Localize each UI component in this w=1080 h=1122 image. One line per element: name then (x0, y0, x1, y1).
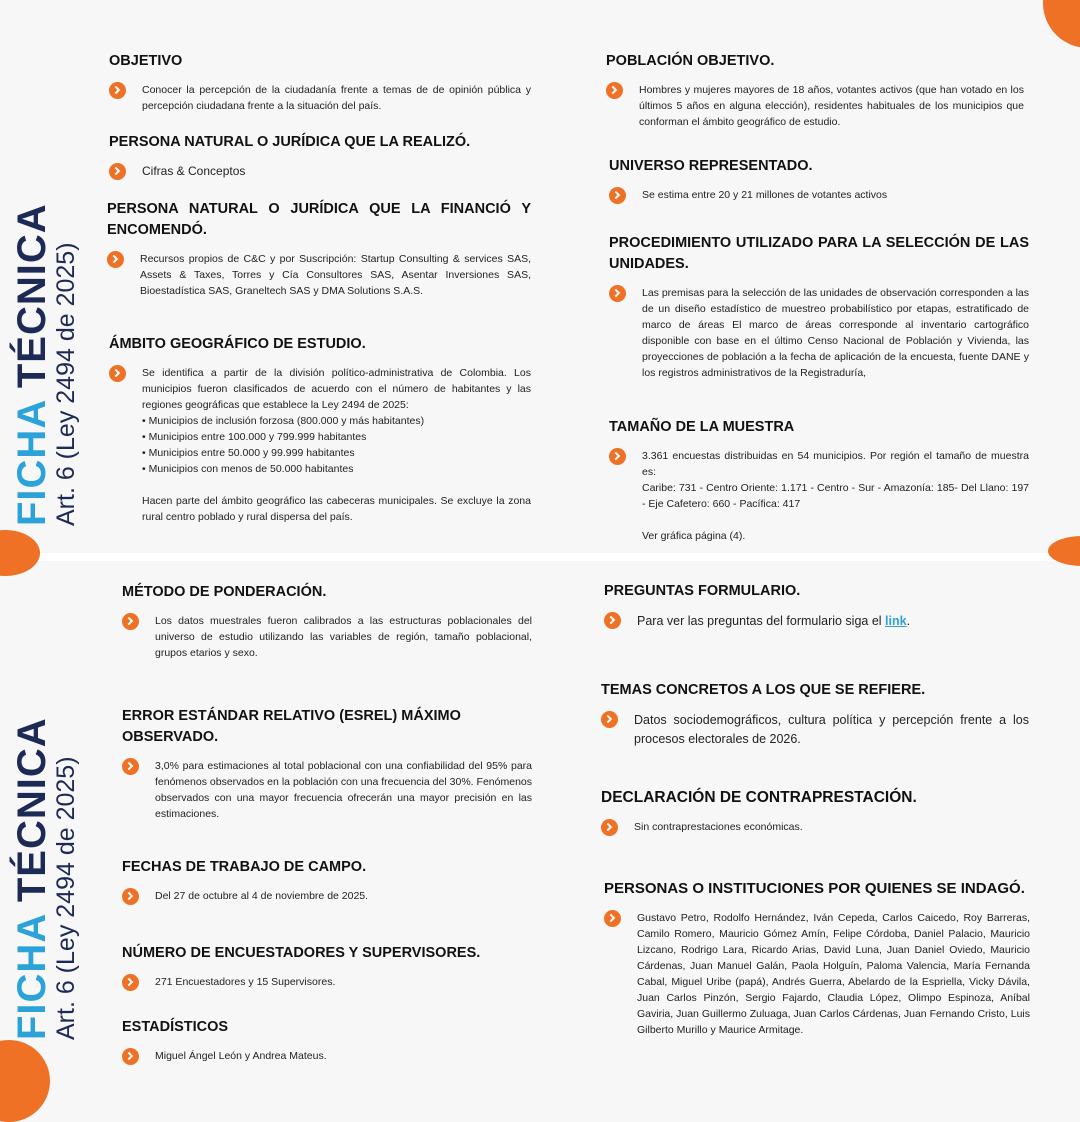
list-item: • Municipios de inclusión forzosa (800.000 y más habitantes) (142, 415, 425, 428)
chevron-right-circle-icon (109, 365, 126, 382)
section-text: Las premisas para la selección de las unidades de observación corresponden a las de un diseño estadístico de muestreo probabilístico por etapas, estratificado de marco de áreas El marco de áreas corresponde al inventario cartográfico disponible con base en el último Censo Nacional de Población y Vivienda, las proyecciones de población a la fecha de aplicación de la encuesta, fuente DANE y los registros administrativos de la Registraduría, (642, 287, 1029, 380)
chevron-right-circle-icon (122, 613, 139, 630)
section-text: Se estima entre 20 y 21 millones de votantes activos (642, 189, 888, 202)
tamano-reference: Ver gráfica página (4). (642, 530, 746, 543)
section-title: PROCEDIMIENTO UTILIZADO PARA LA SELECCIÓN DE LAS UNIDADES. (609, 235, 1029, 273)
chevron-right-circle-icon (109, 163, 126, 180)
chevron-right-circle-icon (601, 819, 618, 836)
title-word-tecnica: TÉCNICA (10, 717, 54, 903)
section-title: TEMAS CONCRETOS A LOS QUE SE REFIERE. (601, 682, 926, 698)
chevron-right-circle-icon (109, 82, 126, 99)
section-title: MÉTODO DE PONDERACIÓN. (122, 584, 327, 600)
decorative-circle-bottom-left (0, 1040, 50, 1122)
section-title: TAMAÑO DE LA MUESTRA (609, 419, 795, 435)
section-text: Los datos muestrales fueron calibrados a las estructuras poblacionales del universo de estudio utilizando las variables de región, tamaño poblacional, grupos etarios y sexo. (155, 615, 532, 660)
chevron-right-circle-icon (601, 711, 618, 728)
section-tamano (609, 417, 1029, 544)
section-title: ÁMBITO GEOGRÁFICO DE ESTUDIO. (109, 336, 366, 352)
section-fechas (122, 857, 532, 904)
section-text: Cifras & Conceptos (142, 164, 246, 179)
section-ambito (109, 334, 531, 525)
section-financio (107, 199, 531, 299)
section-title: OBJETIVO (109, 53, 183, 69)
chevron-right-circle-icon (122, 758, 139, 775)
section-title: UNIVERSO REPRESENTADO. (609, 158, 813, 174)
chevron-right-circle-icon (122, 1048, 139, 1065)
title-word-tecnica: TÉCNICA (10, 203, 54, 389)
ambito-outro: Hacen parte del ámbito geográfico las cabeceras municipales. Se excluye la zona rural centro poblado y rural dispersa del país. (142, 495, 531, 524)
decorative-circle-right-mid (1048, 536, 1080, 566)
section-text: Hombres y mujeres mayores de 18 años, votantes activos (que han votado en los últimos 5 años en alguna elección), residentes habituales de los municipios que conforman el ámbito geográfico de estudio. (639, 84, 1024, 129)
section-title: PREGUNTAS FORMULARIO. (604, 583, 801, 599)
section-encuestadores (122, 943, 532, 990)
list-item: • Municipios entre 100.000 y 799.999 habitantes (142, 431, 367, 444)
list-item: • Municipios entre 50.000 y 99.999 habitantes (142, 447, 355, 460)
vertical-title-top (12, 203, 79, 526)
title-subtitle: Art. 6 (Ley 2494 de 2025) (52, 242, 80, 526)
vertical-title-bottom (12, 717, 79, 1040)
page-divider (0, 553, 1080, 561)
chevron-right-circle-icon (604, 612, 621, 629)
section-procedimiento (609, 233, 1029, 381)
preguntas-text-end: . (906, 614, 911, 629)
section-estadisticos (122, 1017, 532, 1064)
section-text: Gustavo Petro, Rodolfo Hernández, Iván Cepeda, Carlos Caicedo, Roy Barreras, Camilo Romero, Mauricio Gómez Amín, Felipe Córdoba, Daniel Palacio, Mauricio Lizcano, Rodrigo Lara, Ricardo Arias, David Luna, Juan Daniel Oviedo, Mauricio Cárdenas, Juan Manuel Galán, Paola Holguín, Paloma Valencia, María Fernanda Cabal, Miguel Uribe (papá), Andrés Guerra, Abelardo de la Espriella, Vicky Dávila, Juan Carlos Pinzón, Sergio Fajardo, Claudia López, Olimpo Espinoza, Aníbal Gaviria, Juan Guillermo Zuluaga, Juan Carlos Cárdenas, Juan Fernando Cristo, Luis Gilberto Murillo y Maurice Armitage. (637, 911, 1030, 1036)
section-title: DECLARACIÓN DE CONTRAPRESTACIÓN. (601, 789, 917, 806)
section-text: 271 Encuestadores y 15 Supervisores. (155, 976, 336, 989)
chevron-right-circle-icon (122, 974, 139, 991)
section-text: Recursos propios de C&C y por Suscripción: Startup Consulting & services SAS, Assets & Taxes, Torres y Cía Consultores SAS, Asentar Inversiones SAS, Bioestadística SAS, Graneltech SAS y DMA Solutions S.A.S. (140, 253, 531, 298)
title-word-ficha: FICHA (10, 914, 54, 1040)
section-title: PERSONA NATURAL O JURÍDICA QUE LA REALIZÓ. (109, 134, 471, 150)
list-item: • Municipios con menos de 50.000 habitantes (142, 463, 354, 476)
title-word-ficha: FICHA (10, 400, 54, 526)
section-text: 3,0% para estimaciones al total poblacional con una confiabilidad del 95% para fenómenos observados en la población con una frecuencia del 30%. Fenómenos observados con una mayor frecuencia ofrecerán una mayor precisión en las estimaciones. (155, 760, 532, 821)
decorative-circle-left-mid (0, 530, 40, 576)
section-error (122, 706, 532, 822)
chevron-right-circle-icon (606, 82, 623, 99)
tamano-regions: Caribe: 731 - Centro Oriente: 1.171 - Centro - Sur - Amazonía: 185- Del Llano: 197 - Eje Cafetero: 660 - Pacífica: 417 (642, 482, 1029, 511)
chevron-right-circle-icon (107, 251, 124, 268)
section-title: ERROR ESTÁNDAR RELATIVO (ESREL) MÁXIMO OBSERVADO. (122, 708, 461, 746)
section-title: PERSONA NATURAL O JURÍDICA QUE LA FINANCIÓ Y ENCOMENDÓ. (107, 201, 531, 239)
section-title: PERSONAS O INSTITUCIONES POR QUIENES SE INDAGÓ. (604, 880, 1025, 897)
section-text: Conocer la percepción de la ciudadanía frente a temas de de opinión pública y percepción ciudadana frente a la situación del país. (142, 84, 531, 113)
section-title: NÚMERO DE ENCUESTADORES Y SUPERVISORES. (122, 945, 481, 961)
section-text: Datos sociodemográficos, cultura política y percepción frente a los procesos electorales de 2026. (634, 713, 1029, 747)
preguntas-text: Para ver las preguntas del formulario siga el (637, 614, 886, 629)
chevron-right-circle-icon (122, 888, 139, 905)
section-title: FECHAS DE TRABAJO DE CAMPO. (122, 859, 367, 875)
form-questions-link[interactable]: link (885, 614, 907, 629)
section-realizo (109, 132, 531, 179)
chevron-right-circle-icon (609, 187, 626, 204)
decorative-circle-top-right (1043, 0, 1080, 48)
chevron-right-circle-icon (609, 448, 626, 465)
tamano-text: 3.361 encuestas distribuidas en 54 municipios. Por región el tamaño de muestra es: (642, 450, 1029, 479)
section-temas (601, 680, 1029, 749)
title-subtitle: Art. 6 (Ley 2494 de 2025) (52, 756, 80, 1040)
section-text: Sin contraprestaciones económicas. (634, 821, 803, 834)
section-preguntas (604, 581, 1029, 631)
section-personas (604, 878, 1030, 1038)
section-title: ESTADÍSTICOS (122, 1019, 229, 1035)
section-poblacion (606, 51, 1024, 130)
section-objetivo (109, 51, 531, 114)
ambito-intro: Se identifica a partir de la división político-administrativa de Colombia. Los municipios fueron clasificados de acuerdo con el número de habitantes y las regiones geográficas que establece la Ley 2494 de 2025: (142, 367, 531, 412)
section-universo (609, 156, 1027, 203)
section-text: Del 27 de octubre al 4 de noviembre de 2025. (155, 890, 369, 903)
section-text: Miguel Ángel León y Andrea Mateus. (155, 1050, 327, 1063)
section-title: POBLACIÓN OBJETIVO. (606, 53, 775, 69)
chevron-right-circle-icon (609, 285, 626, 302)
chevron-right-circle-icon (604, 910, 621, 927)
section-ponderacion (122, 582, 532, 661)
section-contraprestacion (601, 787, 1029, 835)
